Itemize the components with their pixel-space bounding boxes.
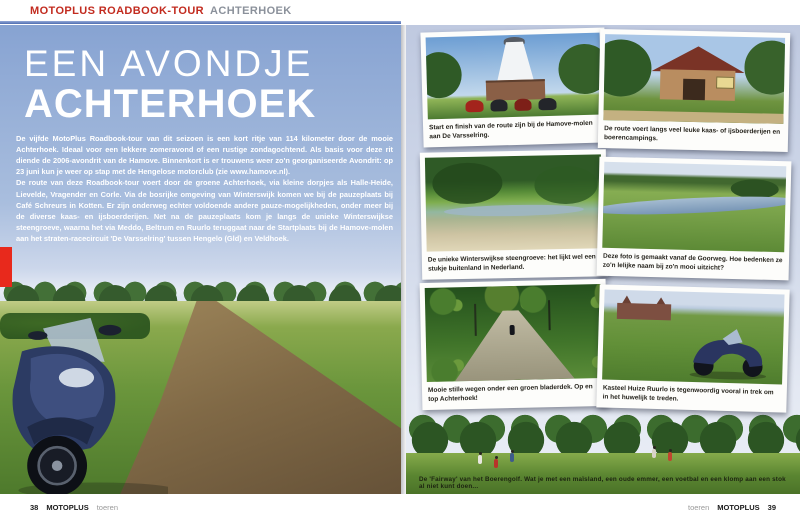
header-rule [0, 21, 401, 24]
castle-keep-shape [616, 302, 670, 320]
footer-section: toeren [688, 503, 710, 512]
photo-caption: De route voert langs veel leuke kaas- of ijsboerderijen en boerencampings. [603, 125, 781, 143]
person-figure [652, 449, 656, 458]
photo-card-lane [420, 279, 609, 410]
kicker [30, 5, 292, 17]
parked-motorcycle-shape [490, 99, 508, 112]
windmill-tower-shape [495, 41, 534, 85]
motorcycle-icon [0, 312, 168, 494]
photo-card-castle [596, 284, 789, 412]
title-line-1: EEN AVONDJE [24, 43, 314, 84]
motorcycle-icon [680, 318, 779, 382]
stream-shape [602, 194, 786, 218]
person-figure [668, 452, 672, 461]
tree-shape [558, 44, 602, 95]
page-number-left: 38 [30, 503, 39, 512]
person-figure [494, 459, 498, 468]
photo-cheese-farm-shop [603, 34, 785, 124]
photo-windmill-with-motorcycles [426, 33, 602, 120]
windmill-base-shape [486, 79, 546, 101]
photo-castle-ruurlo [602, 290, 784, 385]
foliage-shape [432, 162, 503, 205]
motorcyclist-shape [509, 325, 514, 335]
person-figure [478, 455, 482, 464]
photo-caption: Mooie stille wegen onder een groen bladerdek. Op en top Achterhoek! [427, 383, 593, 404]
kicker-brand: MOTOPLUS ROADBOOK-TOUR [30, 5, 205, 17]
intro-text [16, 133, 393, 244]
person-figure [510, 453, 514, 462]
parked-motorcycle-shape [539, 98, 557, 111]
footer-section: toeren [96, 503, 118, 512]
intro-paragraph-1: De vijfde MotoPlus Roadbook-tour van dit seizoen is een kort ritje van 114 kilometer door de mooie Achterhoek. Ideaal voor een lekkere zomeravond of een rustige zondagochtend. Als basis voor deze rit diende de 2006-avondrit van de Hamove. Binnenkort is er trouwens weer zo'n georganiseerde Avondrit: op 23 juni kun je weer op stap met de Hengelose motorclub (zie www.hamove.nl). [16, 134, 393, 177]
water-shape [443, 204, 584, 218]
tree-shape [426, 51, 462, 98]
foliage-shape [534, 166, 598, 205]
intro-paragraph-2: De route van deze Roadbook-tour voert door de groene Achterhoek, via kleine dorpjes als Halle-Heide, Lievelde, Vragender en Corle. Via de bosrijke omgeving van Winterswijk komen we bij de pauzeplaats bij Café Schreurs in Kotten. Er zijn onderweg echter voldoende andere pauze-mogelijkheden, onder meer bij de diverse kaas- en ijsboerderijen. Net na de pauzeplaats kom je langs de unieke Winterswijkse steengroeve, waarna het via Meddo, Beltrum en Ruurlo teruggaat naar de Startplaats bij de Hamove-molen aan het straten-racecircuit 'De Varsselring' tussen Hengelo (Gld) en Veldhoek. [16, 178, 393, 243]
tree-shape [603, 39, 651, 97]
photo-caption: Kasteel Huize Ruurlo is tegenwoordig vooral in trek om in het huwelijk te treden. [602, 384, 774, 404]
photo-caption: De unieke Winterswijkse steengroeve: het lijkt wel een stukje buitenland in Nederland. [427, 253, 596, 274]
farm-sign-shape [716, 76, 734, 89]
footer-right [680, 503, 776, 512]
tree-shape [744, 41, 785, 95]
photo-winterswijk-quarry [425, 154, 603, 251]
photo-goorweg-meadow [602, 162, 786, 252]
kicker-topic: ACHTERHOEK [210, 5, 292, 17]
photo-card-meadow [597, 157, 792, 280]
page-number-right: 39 [767, 503, 776, 512]
footer-brand: MOTOPLUS [717, 503, 760, 512]
photo-card-farm [598, 29, 790, 152]
hero-photo-field-motorcycle [0, 25, 401, 494]
photo-caption: Deze foto is gemaakt vanaf de Goorweg. Hoe bedenken ze zo'n lelijke naam bij zo'n mooi uitzicht? [602, 252, 783, 273]
parked-motorcycle-shape [466, 100, 484, 113]
page-title [24, 45, 316, 124]
footer-brand: MOTOPLUS [46, 503, 89, 512]
photo-card-quarry [420, 149, 608, 279]
farm-door-shape [683, 79, 705, 100]
photo-caption: Start en finish van de route zijn bij de Hamove-molen aan De Varsselring. [428, 119, 593, 141]
title-line-2: ACHTERHOEK [24, 82, 317, 126]
footer-left [30, 503, 126, 512]
red-accent-tab [0, 247, 12, 287]
parked-motorcycle-shape [514, 98, 532, 111]
photo-tree-lined-lane [425, 284, 603, 382]
bottom-photo-caption: De 'Fairway' van het Boerengolf. Wat je met een maïsland, een oude emmer, een voetbal en een klomp aan een stok al niet kunt doen... [419, 476, 786, 490]
photo-card-windmill [420, 27, 607, 147]
